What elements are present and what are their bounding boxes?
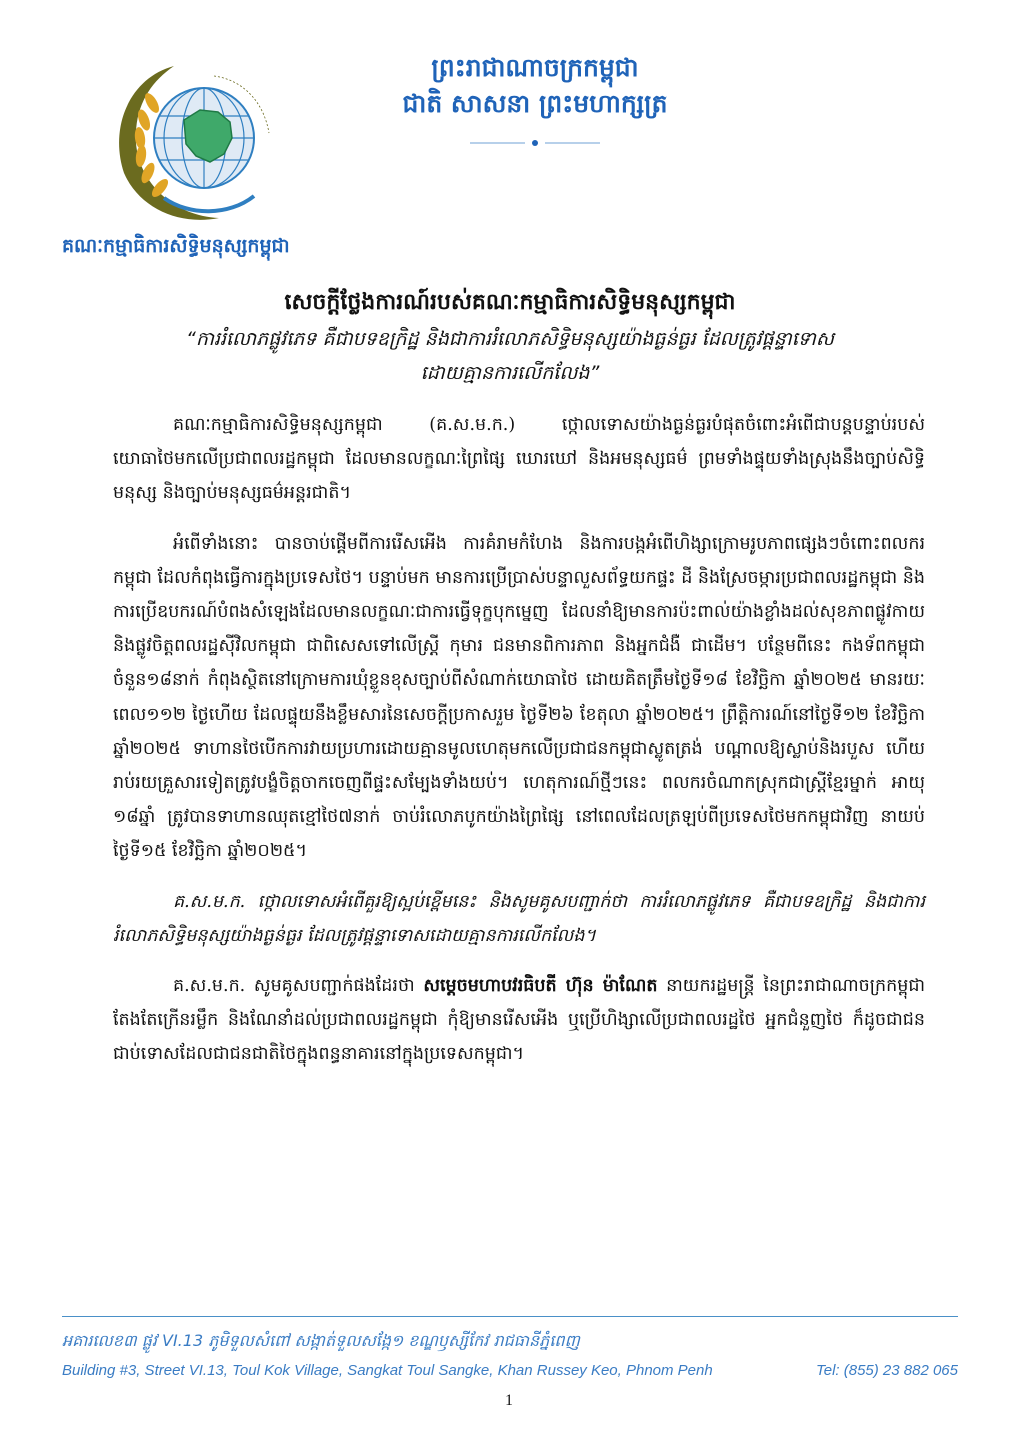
chrc-logo (104, 58, 284, 228)
paragraph-4-end: នាយករដ្ឋមន្ត្រី នៃព្រះរាជាណាចក្រកម្ពុជា តែងតែក្រើនរម្លឹក និងណែនាំដល់ប្រជាពលរដ្ឋកម្ពុជា កុំឱ្យមានរើសអើង ឬប្រើហិង្សាលើប្រជាពលរដ្ឋថៃ អ្នកជំនួញថៃ ក៏ដូចជាជនជាប់ទោសដែលជាជនជាតិថៃក្នុងពន្ធនាគារនៅក្នុងប្រទេសកម្ពុជា។ (113, 976, 925, 1065)
subtitle-line-1: “ការរំលោភផ្លូវភេទ គឺជាបទឧក្រិដ្ឋ និងជាការរំលោភសិទ្ធិមនុស្សយ៉ាងធ្ងន់ធ្ងរ ដែលត្រូវផ្តន្ទាទោស (186, 328, 834, 350)
kingdom-name: ព្រះរាជាណាចក្រកម្ពុជា (431, 53, 639, 82)
paragraph-4-start: គ.ស.ម.ក. សូមគូសបញ្ជាក់ផងដែរថា (173, 976, 424, 997)
paragraph-4 (113, 969, 925, 1072)
paragraph-2: អំពើទាំងនោះ បានចាប់ផ្តើមពីការរើសអើង ការគំរាមកំហែង និងការបង្កអំពើហិង្សាក្រោមរូបភាពផ្សេងៗចំពោះពលករកម្ពុជា ដែលកំពុងធ្វើការក្នុងប្រទេសថៃ។ បន្ទាប់មក មានការប្រើប្រាស់បន្ទាលួសព័ទ្ធយកផ្ទះ ដី និងស្រែចម្ការប្រជាពលរដ្ឋកម្ពុជា និងការប្រើឧបករណ៍បំពងសំឡេងដែលមានលក្ខណៈជាការធ្វើទុក្ខបុកម្នេញ ដែលនាំឱ្យមានការប៉ះពាល់យ៉ាងខ្លាំងដល់សុខភាពផ្លូវកាយ និងផ្លូវចិត្តពលរដ្ឋស៊ីវិលកម្ពុជា ជាពិសេសទៅលើស្ត្រី កុមារ ជនមានពិការភាព និងអ្នកជំងឺ ជាដើម។ បន្ថែមពីនេះ កងទ័ពកម្ពុជាចំនួន១៨នាក់ កំពុងស្ថិតនៅក្រោមការឃុំខ្លួនខុសច្បាប់ពីសំណាក់យោធាថៃ ដោយគិតត្រឹមថ្ងៃទី១៨ ខែវិច្ឆិកា ឆ្នាំ២០២៥ មានរយៈពេល១១២ ថ្ងៃហើយ ដែលផ្ទុយនឹងខ្លឹមសារនៃសេចក្តីប្រកាសរួម ថ្ងៃទី២៦ ខែតុលា ឆ្នាំ២០២៥។ ព្រឹត្តិការណ៍នៅថ្ងៃទី១២ ខែវិច្ឆិកា ឆ្នាំ២០២៥ ទាហានថៃបើកការវាយប្រហារដោយគ្មានមូលហេតុមកលើប្រជាជនកម្ពុជាស្លូតត្រង់ បណ្តាលឱ្យស្លាប់និងរបួស ហើយរាប់រយគ្រួសារទៀតត្រូវបង្ខំចិត្តចាកចេញពីផ្ទះសម្បែងទាំងយប់។ ហេតុការណ៍ថ្មីៗនេះ ពលករចំណាកស្រុកជាស្ត្រីខ្មែរម្នាក់ អាយុ ១៨ឆ្នាំ ត្រូវបានទាហានឈុតខ្មៅថៃ៧នាក់ ចាប់រំលោភបូកយ៉ាងព្រៃផ្សៃ នៅពេលដែលត្រឡប់ពីប្រទេសថៃមកកម្ពុជាវិញ នាយប់ថ្ងៃទី១៥ ខែវិច្ឆិកា ឆ្នាំ២០២៥។ (113, 533, 925, 862)
prime-minister-name: សម្តេចមហាបវរធិបតី ហ៊ុន ម៉ាណែត (423, 976, 658, 997)
footer-address-english: Building #3, Street VI.13, Toul Kok Village, Sangkat Toul Sangke, Khan Russey Keo, Phnom Penh (62, 1362, 713, 1379)
footer-divider (62, 1316, 958, 1317)
statement-title: សេចក្តីថ្លែងការណ៍របស់គណៈកម្មាធិការសិទ្ធិមនុស្សកម្ពុជា (284, 290, 736, 315)
kingdom-motto (380, 50, 690, 122)
statement-subtitle (120, 322, 900, 390)
national-motto: ជាតិ សាសនា ព្រះមហាក្សត្រ (402, 89, 668, 118)
footer-telephone: Tel: (855) 23 882 065 (815, 1362, 958, 1379)
footer-address-khmer: អគារលេខ៣ ផ្លូវ VI.13 ភូមិទួលសំពៅ សង្កាត់ទួលសង្កែ១ ខណ្ឌឫស្សីកែវ រាជធានីភ្នំពេញ (62, 1331, 580, 1350)
subtitle-line-2: ដោយគ្មានការលើកលែង” (420, 362, 600, 384)
organization-name: គណៈកម្មាធិការសិទ្ធិមនុស្សកម្ពុជា (62, 235, 290, 257)
statement-body (113, 408, 925, 1088)
page-number: 1 (505, 1392, 513, 1409)
paragraph-3: គ.ស.ម.ក. ថ្កោលទោសអំពើគួរឱ្យស្អប់ខ្ពើមនេះ និងសូមគូសបញ្ជាក់ថា ការរំលោភផ្លូវភេទ គឺជាបទឧក្រិដ្ឋ និងជាការរំលោភសិទ្ធិមនុស្សយ៉ាងធ្ងន់ធ្ងរ ដែលត្រូវផ្តន្ទាទោសដោយគ្មានការលើកលែង។ (113, 891, 925, 946)
ornament-divider (470, 138, 600, 148)
paragraph-1: គណៈកម្មាធិការសិទ្ធិមនុស្សកម្ពុជា (គ.ស.ម.ក.) ថ្កោលទោសយ៉ាងធ្ងន់ធ្ងរបំផុតចំពោះអំពើជាបន្តបន្ទាប់របស់យោធាថៃមកលើប្រជាពលរដ្ឋកម្ពុជា ដែលមានលក្ខណៈព្រៃផ្សៃ ឃោរឃៅ និងអមនុស្សធម៌ ព្រមទាំងផ្ទុយទាំងស្រុងនឹងច្បាប់សិទ្ធិមនុស្ស និងច្បាប់មនុស្សធម៌អន្តរជាតិ។ (113, 415, 925, 504)
